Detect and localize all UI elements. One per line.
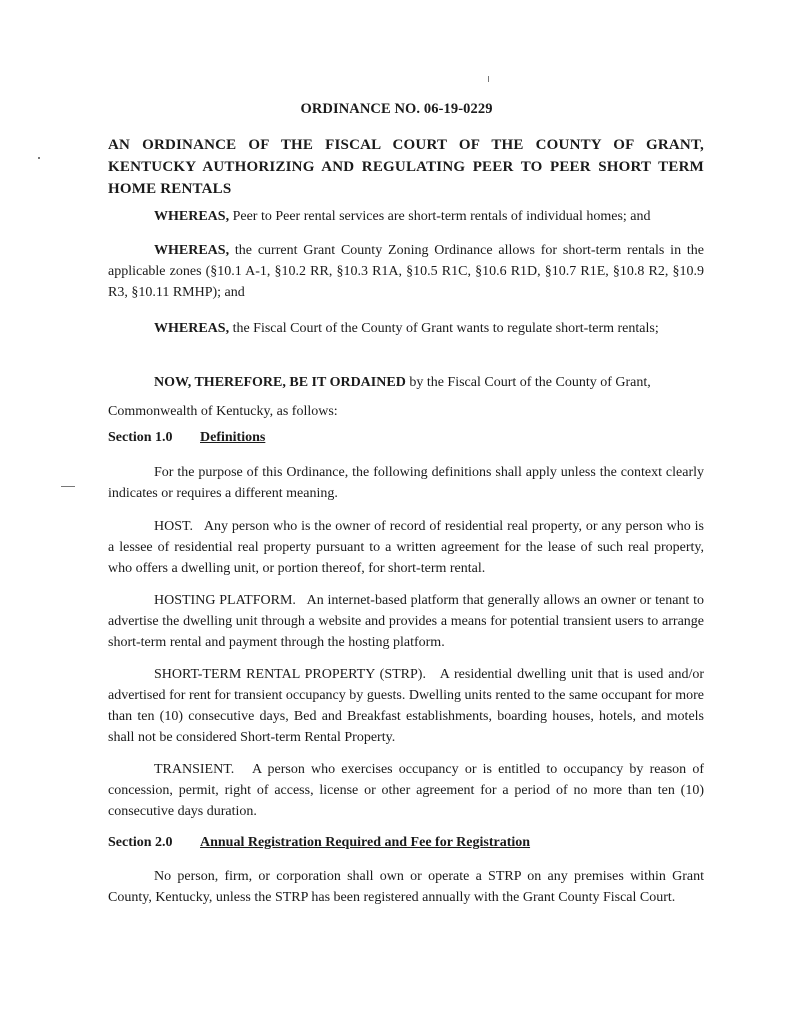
section-number: Section 2.0 (108, 835, 173, 850)
section-1-intro: For the purpose of this Ordinance, the following definitions shall apply unless the context clearly indicates or requires a different meaning. (108, 465, 704, 501)
definition-term: HOSTING PLATFORM. (154, 593, 296, 608)
definition-text: A person who exercises occupancy or is entitled to occupancy by reason of concession, permit, right of access, license or other agreement for a period of no more than ten (10) consecutive days duration. (108, 762, 704, 819)
section-2-heading (108, 835, 530, 851)
recital-lead: WHEREAS, (154, 321, 230, 336)
ordained-lead: NOW, THEREFORE, BE IT ORDAINED (154, 375, 406, 390)
recital-2 (108, 240, 704, 303)
recital-lead: WHEREAS, (154, 243, 230, 258)
definition-term: SHORT-TERM RENTAL PROPERTY (STRP). (154, 667, 426, 682)
recital-lead: WHEREAS, (154, 209, 230, 224)
heading-line-3: HOME RENTALS (108, 181, 232, 197)
definition-text: Any person who is the owner of record of residential real property, or any person who is a lessee of residential real property pursuant to a written agreement for the lease of such real property, who offers a dwelling unit, or portion thereof, for short-term rental. (108, 519, 704, 576)
definition-term: TRANSIENT. (154, 762, 235, 777)
heading-line-2: KENTUCKY AUTHORIZING AND REGULATING PEER TO PEER SHORT TERM (108, 159, 704, 175)
definition-text: A residential dwelling unit that is used and/or advertised for rent for transient occupancy by guests. Dwelling units rented to the same occupant for more than ten (10) consecutive days, Bed and Breakfast establishments, boarding houses, hotels, and motels shall not be considered Short-term Rental Property. (108, 667, 704, 745)
section-2-text: No person, firm, or corporation shall own or operate a STRP on any premises within Grant County, Kentucky, unless the STRP has been registered annually with the Grant County Fiscal Court. (108, 869, 704, 905)
recital-text: the current Grant County Zoning Ordinance allows for short-term rentals in the applicable zones (§10.1 A-1, §10.2 RR, §10.3 R1A, §10.5 R1C, §10.6 R1D, §10.7 R1E, §10.8 R2, §10.9 R3, §10.11 RMHP); and (108, 243, 704, 300)
ordained-clause (108, 372, 704, 393)
ordinance-number: ORDINANCE NO. 06-19-0229 (300, 101, 493, 117)
definition-transient (108, 759, 704, 822)
scan-artifact (61, 486, 75, 487)
definition-strp (108, 664, 704, 748)
definition-term: HOST. (154, 519, 194, 534)
ordained-text: by the Fiscal Court of the County of Grant, (405, 375, 651, 390)
recital-3 (108, 316, 704, 341)
recital-text: Peer to Peer rental services are short-term rentals of individual homes; and (229, 209, 651, 224)
section-1-heading (108, 430, 265, 446)
recital-text: the Fiscal Court of the County of Grant wants to regulate short-term rentals; (229, 321, 659, 336)
ordained-continuation: Commonwealth of Kentucky, as follows: (108, 404, 338, 419)
scan-artifact (488, 76, 489, 82)
definition-text: An internet-based platform that generally allows an owner or tenant to advertise the dwelling unit through a website and provides a means for potential transient users to arrange short-term rental and payment through the hosting platform. (108, 593, 705, 650)
section-title: Definitions (200, 430, 266, 445)
section-number: Section 1.0 (108, 430, 173, 445)
heading-line-1: AN ORDINANCE OF THE FISCAL COURT OF THE COUNTY OF GRANT, (108, 137, 704, 153)
scan-artifact (38, 157, 40, 159)
definition-host (108, 516, 704, 579)
recital-1 (108, 206, 704, 227)
section-title: Annual Registration Required and Fee for Registration (200, 835, 531, 850)
ordinance-heading (108, 134, 704, 200)
definition-hosting-platform (108, 590, 704, 653)
